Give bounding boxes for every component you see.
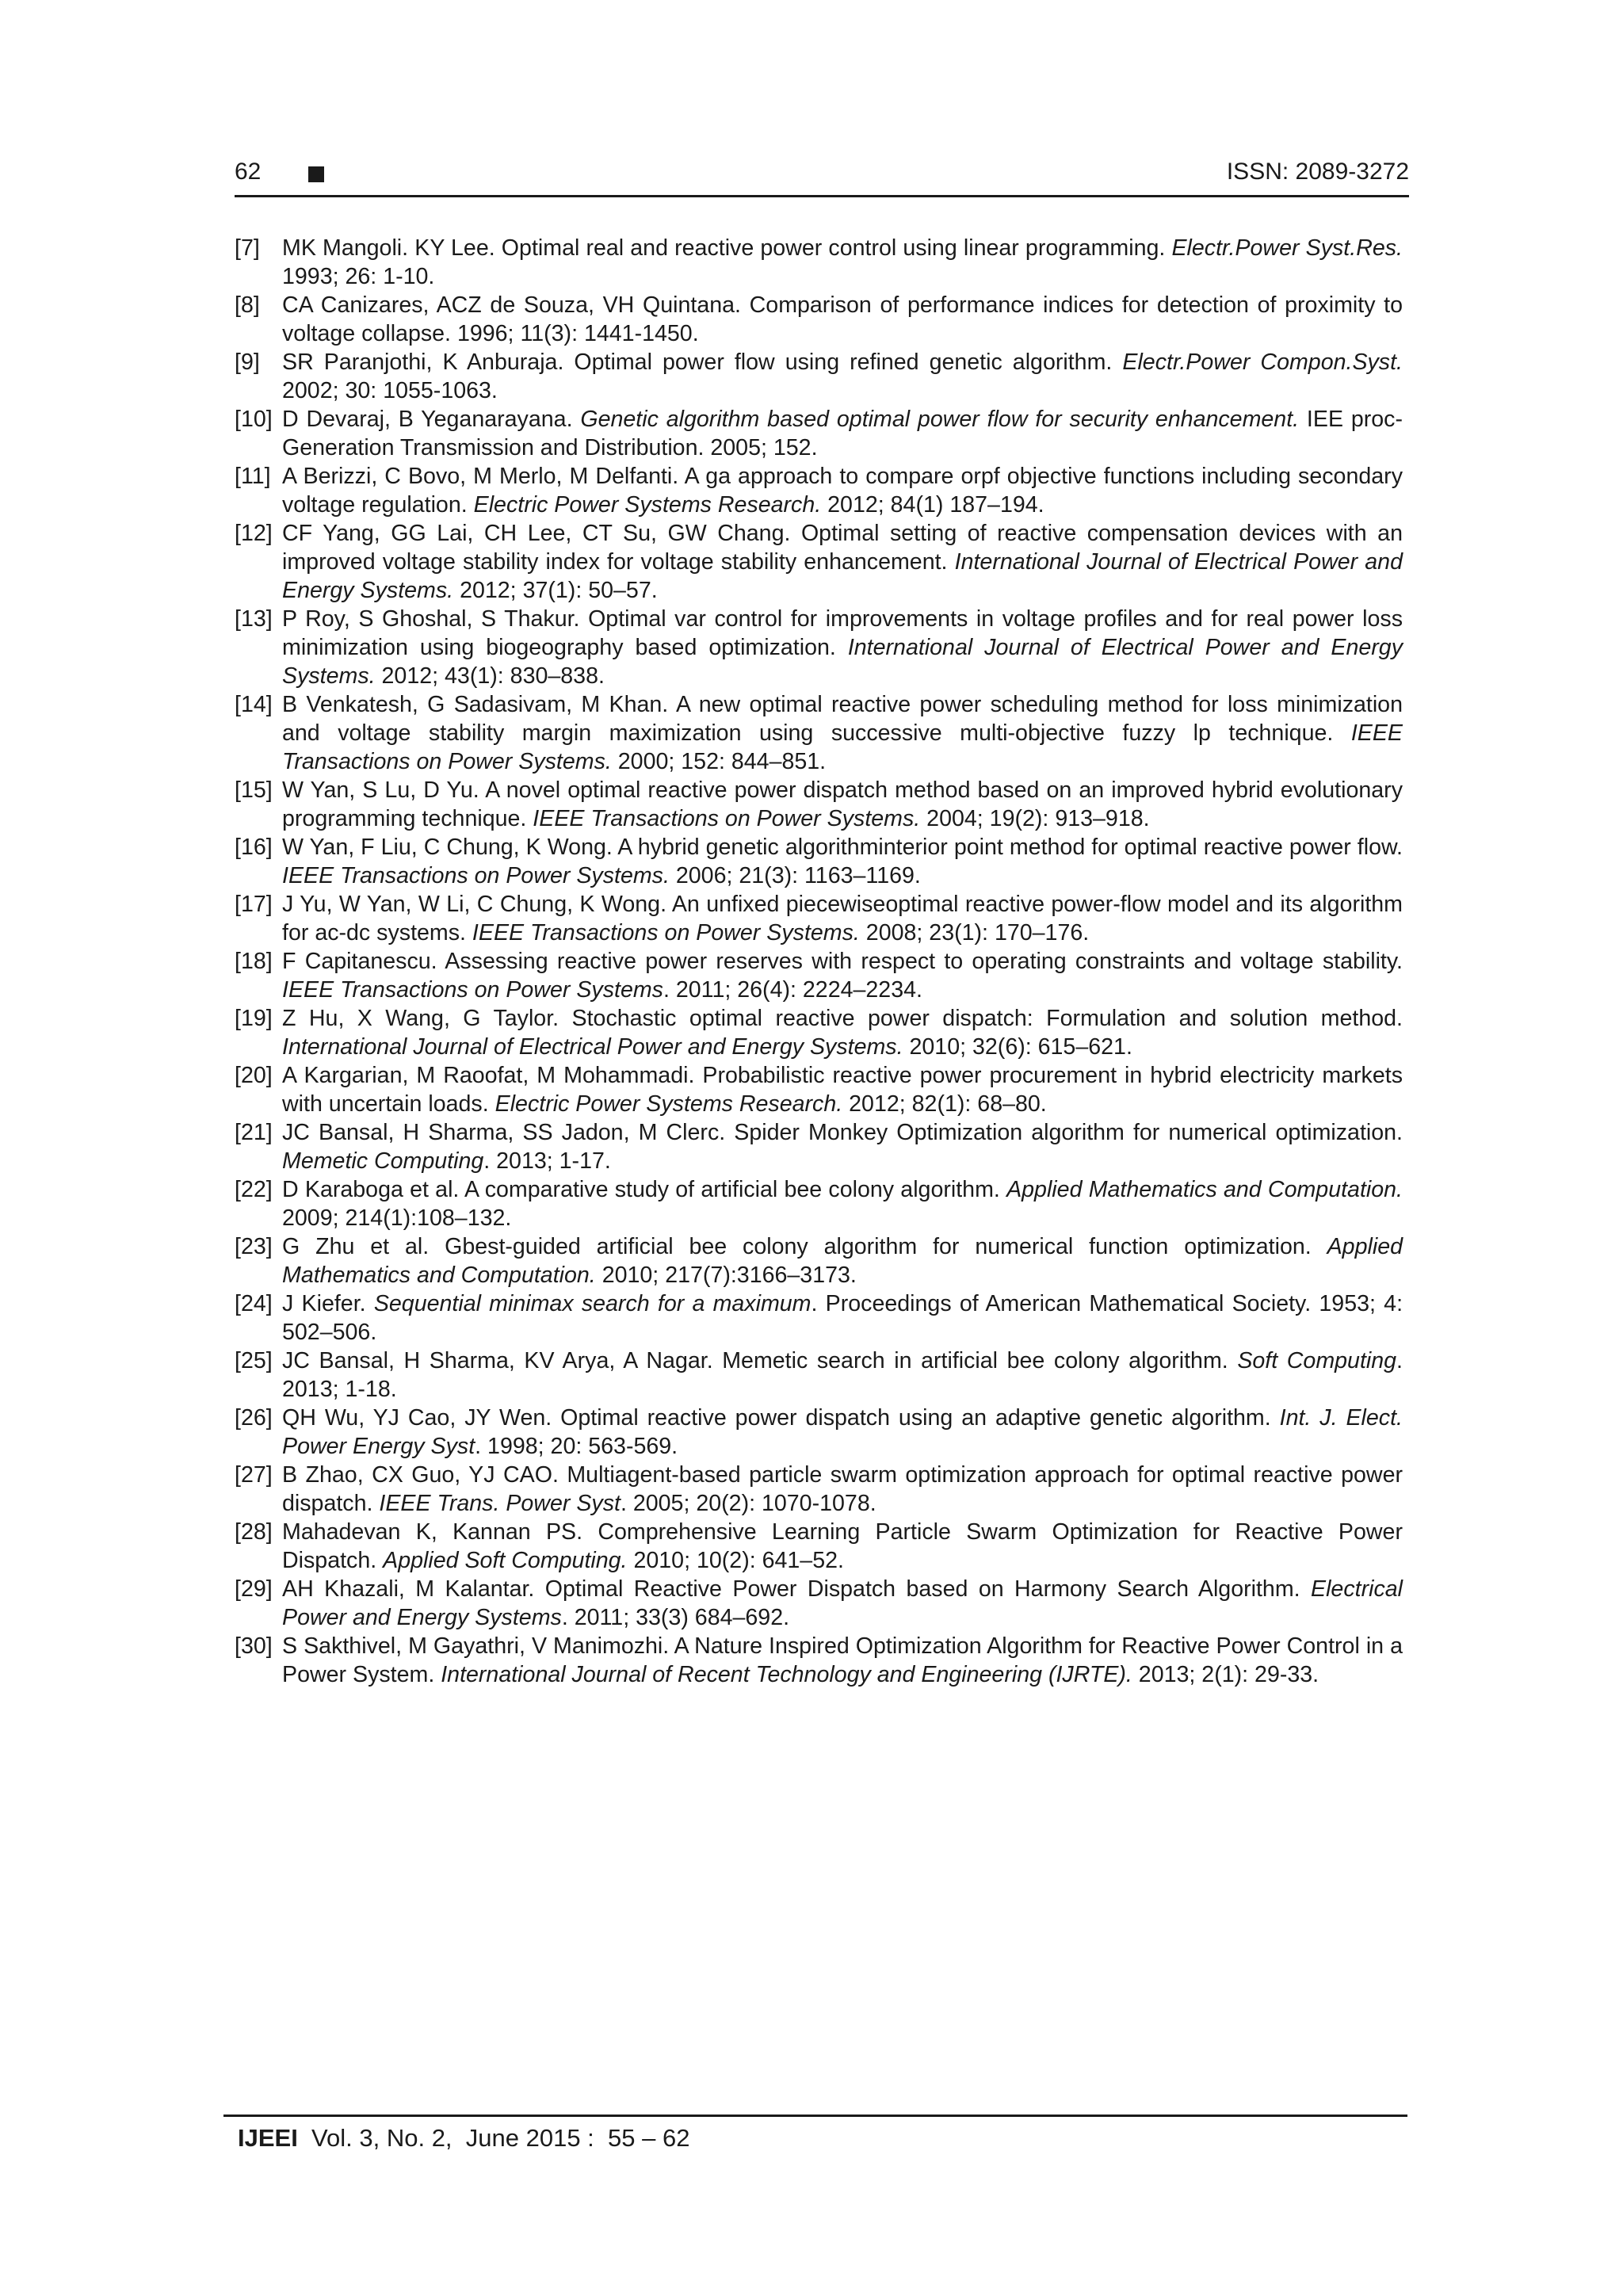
reference-item xyxy=(235,1518,1403,1575)
reference-text xyxy=(282,606,1403,689)
reference-number: [27] xyxy=(235,1462,273,1488)
reference-number: [28] xyxy=(235,1519,273,1545)
reference-text xyxy=(282,949,1403,1003)
reference-segment: CA Canizares, ACZ de Souza, VH Quintana. Comparison of performance indices for detection of proximity to voltage collapse. 1996; 11(3): 1441-1450. xyxy=(282,292,1403,346)
reference-text xyxy=(282,1405,1403,1459)
reference-source-title: IEEE Transactions on Power Systems. xyxy=(533,806,921,831)
reference-segment: J Yu, W Yan, W Li, C Chung, K Wong. An unfixed piecewiseoptimal reactive power-flow model and its algorithm for ac-dc systems. xyxy=(282,892,1403,946)
reference-number: [25] xyxy=(235,1348,273,1373)
reference-number: [7] xyxy=(235,235,260,261)
reference-text xyxy=(282,1063,1403,1117)
reference-item xyxy=(235,405,1403,462)
reference-segment: 2012; 37(1): 50–57. xyxy=(453,578,658,603)
reference-item xyxy=(235,1175,1403,1232)
reference-list xyxy=(235,234,1403,1689)
reference-segment: J Kiefer. xyxy=(282,1291,374,1316)
reference-number: [8] xyxy=(235,292,260,318)
reference-text xyxy=(282,1234,1403,1288)
reference-item xyxy=(235,462,1403,519)
reference-number: [17] xyxy=(235,892,273,917)
reference-item xyxy=(235,833,1403,890)
reference-number: [12] xyxy=(235,521,273,546)
reference-segment: . 2005; 20(2): 1070-1078. xyxy=(620,1491,876,1516)
reference-segment: P Roy, S Ghoshal, S Thakur. Optimal var control for improvements in voltage profiles and for real power loss minimization using biogeography based optimization. xyxy=(282,606,1403,660)
footer-divider xyxy=(223,2115,1407,2117)
reference-source-title: Applied Mathematics and Computation. xyxy=(1006,1177,1403,1202)
reference-segment: . 2011; 26(4): 2224–2234. xyxy=(663,977,922,1003)
reference-number: [14] xyxy=(235,692,273,717)
reference-text xyxy=(282,521,1403,603)
reference-source-title: Electr.Power Syst.Res. xyxy=(1171,235,1403,261)
reference-number: [9] xyxy=(235,350,260,375)
reference-segment: B Zhao, CX Guo, YJ CAO. Multiagent-based particle swarm optimization approach for optimal reactive power dispatch. xyxy=(282,1462,1403,1516)
reference-item xyxy=(235,1347,1403,1404)
page-number: 62 xyxy=(235,159,262,185)
reference-source-title: Soft Computing xyxy=(1237,1348,1397,1373)
reference-item xyxy=(235,947,1403,1004)
reference-source-title: IEEE Transactions on Power Systems. xyxy=(282,720,1403,774)
reference-item xyxy=(235,348,1403,405)
reference-segment: 2010; 10(2): 641–52. xyxy=(627,1548,844,1573)
reference-segment: G Zhu et al. Gbest-guided artificial bee colony algorithm for numerical function optimization. xyxy=(282,1234,1327,1259)
reference-number: [20] xyxy=(235,1063,273,1088)
reference-segment: A Berizzi, C Bovo, M Merlo, M Delfanti. A ga approach to compare orpf objective functions including secondary voltage regulation. xyxy=(282,464,1403,518)
reference-text xyxy=(282,292,1403,346)
reference-item xyxy=(235,1289,1403,1347)
reference-source-title: Genetic algorithm based optimal power flow for security enhancement. xyxy=(580,407,1300,432)
reference-segment: W Yan, S Lu, D Yu. A novel optimal reactive power dispatch method based on an improved hybrid evolutionary programming technique. xyxy=(282,777,1403,831)
reference-number: [26] xyxy=(235,1405,273,1431)
reference-number: [16] xyxy=(235,835,273,860)
reference-source-title: Applied Soft Computing. xyxy=(383,1548,628,1573)
reference-segment: W Yan, F Liu, C Chung, K Wong. A hybrid genetic algorithminterior point method for optimal reactive power flow. xyxy=(282,835,1403,860)
reference-number: [15] xyxy=(235,777,273,803)
reference-item xyxy=(235,890,1403,947)
reference-segment: IEE proc-Generation Transmission and Distribution. 2005; 152. xyxy=(282,407,1403,460)
reference-number: [30] xyxy=(235,1633,273,1659)
reference-number: [19] xyxy=(235,1006,273,1031)
reference-segment: 2012; 82(1): 68–80. xyxy=(842,1091,1047,1117)
reference-segment: MK Mangoli. KY Lee. Optimal real and reactive power control using linear programming. xyxy=(282,235,1172,261)
reference-text xyxy=(282,1291,1403,1345)
reference-segment: . 1998; 20: 563-569. xyxy=(475,1434,678,1459)
reference-text xyxy=(282,777,1403,831)
reference-segment: CF Yang, GG Lai, CH Lee, CT Su, GW Chang. Optimal setting of reactive compensation devices with an improved voltage stability index for voltage stability enhancement. xyxy=(282,521,1403,575)
reference-number: [13] xyxy=(235,606,273,632)
reference-text xyxy=(282,692,1403,774)
reference-text xyxy=(282,464,1403,518)
reference-segment: 2009; 214(1):108–132. xyxy=(282,1205,512,1231)
reference-text xyxy=(282,1120,1403,1174)
reference-source-title: Electric Power Systems Research. xyxy=(473,492,822,518)
reference-item xyxy=(235,234,1403,291)
reference-segment: 2013; 2(1): 29-33. xyxy=(1132,1662,1319,1687)
reference-segment: Mahadevan K, Kannan PS. Comprehensive Learning Particle Swarm Optimization for Reactive Power Dispatch. xyxy=(282,1519,1403,1573)
reference-item xyxy=(235,1575,1403,1632)
reference-segment: . Proceedings of American Mathematical Society. 1953; 4: 502–506. xyxy=(282,1291,1403,1345)
reference-item xyxy=(235,1004,1403,1061)
reference-item xyxy=(235,1632,1403,1689)
reference-text xyxy=(282,892,1403,946)
reference-text xyxy=(282,407,1403,460)
reference-source-title: Int. J. Elect. Power Energy Syst xyxy=(282,1405,1403,1459)
reference-text xyxy=(282,350,1403,403)
reference-source-title: Electric Power Systems Research. xyxy=(495,1091,843,1117)
reference-item xyxy=(235,690,1403,776)
reference-item xyxy=(235,291,1403,348)
reference-segment: JC Bansal, H Sharma, SS Jadon, M Clerc. Spider Monkey Optimization algorithm for numerical optimization. xyxy=(282,1120,1403,1145)
reference-segment: D Karaboga et al. A comparative study of artificial bee colony algorithm. xyxy=(282,1177,1007,1202)
reference-item xyxy=(235,776,1403,833)
reference-segment: 2012; 43(1): 830–838. xyxy=(375,663,605,689)
reference-source-title: Sequential minimax search for a maximum xyxy=(373,1291,812,1316)
reference-text xyxy=(282,1006,1403,1060)
reference-source-title: International Journal of Recent Technology and Engineering (IJRTE). xyxy=(441,1662,1132,1687)
reference-source-title: Applied Mathematics and Computation. xyxy=(282,1234,1403,1288)
reference-number: [24] xyxy=(235,1291,273,1316)
reference-number: [10] xyxy=(235,407,273,432)
reference-source-title: International Journal of Electrical Power and Energy Systems. xyxy=(282,1034,903,1060)
reference-text xyxy=(282,1633,1403,1687)
issue-citation: Vol. 3, No. 2, June 2015 : 55 – 62 xyxy=(297,2124,690,2152)
reference-segment: 2012; 84(1) 187–194. xyxy=(821,492,1044,518)
reference-item xyxy=(235,1404,1403,1461)
reference-text xyxy=(282,1177,1403,1231)
reference-source-title: International Journal of Electrical Power and Energy Systems. xyxy=(282,635,1403,689)
reference-source-title: IEEE Transactions on Power Systems. xyxy=(282,863,670,888)
reference-text xyxy=(282,235,1403,289)
reference-text xyxy=(282,1576,1403,1630)
reference-segment: B Venkatesh, G Sadasivam, M Khan. A new optimal reactive power scheduling method for loss minimization and voltage stability margin maximization using successive multi-objective fuzzy lp technique. xyxy=(282,692,1403,746)
reference-number: [21] xyxy=(235,1120,273,1145)
reference-source-title: IEEE Transactions on Power Systems xyxy=(282,977,663,1003)
reference-item xyxy=(235,605,1403,690)
reference-number: [23] xyxy=(235,1234,273,1259)
reference-source-title: IEEE Trans. Power Syst xyxy=(379,1491,621,1516)
issn-label: ISSN: 2089-3272 xyxy=(1226,159,1409,185)
reference-source-title: Electrical Power and Energy Systems xyxy=(282,1576,1403,1630)
reference-segment: 2006; 21(3): 1163–1169. xyxy=(669,863,921,888)
reference-text xyxy=(282,1462,1403,1516)
page-footer xyxy=(238,2124,689,2153)
reference-segment: 2002; 30: 1055-1063. xyxy=(282,378,498,403)
reference-segment: . 2013; 1-18. xyxy=(282,1348,1403,1402)
reference-text xyxy=(282,835,1403,888)
reference-source-title: Electr.Power Compon.Syst. xyxy=(1122,350,1403,375)
reference-segment: D Devaraj, B Yeganarayana. xyxy=(282,407,581,432)
reference-text xyxy=(282,1348,1403,1402)
reference-number: [11] xyxy=(235,464,271,489)
reference-item xyxy=(235,1118,1403,1175)
reference-segment: A Kargarian, M Raoofat, M Mohammadi. Probabilistic reactive power procurement in hybrid electricity markets with uncertain loads. xyxy=(282,1063,1403,1117)
reference-segment: Z Hu, X Wang, G Taylor. Stochastic optimal reactive power dispatch: Formulation and solution method. xyxy=(282,1006,1403,1031)
square-bullet-icon xyxy=(308,166,324,182)
reference-segment: . 2011; 33(3) 684–692. xyxy=(561,1605,790,1630)
journal-abbreviation: IJEEI xyxy=(238,2124,298,2152)
reference-segment: QH Wu, YJ Cao, JY Wen. Optimal reactive power dispatch using an adaptive genetic algorithm. xyxy=(282,1405,1280,1431)
reference-segment: 1993; 26: 1-10. xyxy=(282,264,435,289)
reference-item xyxy=(235,1232,1403,1289)
reference-segment: 2000; 152: 844–851. xyxy=(611,749,827,774)
reference-source-title: Memetic Computing xyxy=(282,1148,484,1174)
reference-segment: . 2013; 1-17. xyxy=(483,1148,611,1174)
reference-number: [18] xyxy=(235,949,273,974)
reference-text xyxy=(282,1519,1403,1573)
reference-item xyxy=(235,1061,1403,1118)
reference-segment: 2008; 23(1): 170–176. xyxy=(859,920,1090,946)
reference-segment: 2004; 19(2): 913–918. xyxy=(920,806,1150,831)
reference-source-title: International Journal of Electrical Power and Energy Systems. xyxy=(282,549,1403,603)
reference-source-title: IEEE Transactions on Power Systems. xyxy=(472,920,860,946)
reference-segment: S Sakthivel, M Gayathri, V Manimozhi. A Nature Inspired Optimization Algorithm for Reactive Power Control in a Power System. xyxy=(282,1633,1403,1687)
reference-number: [29] xyxy=(235,1576,273,1602)
reference-segment: AH Khazali, M Kalantar. Optimal Reactive Power Dispatch based on Harmony Search Algorithm. xyxy=(282,1576,1311,1602)
reference-segment: SR Paranjothi, K Anburaja. Optimal power flow using refined genetic algorithm. xyxy=(282,350,1123,375)
reference-item xyxy=(235,1461,1403,1518)
reference-segment: 2010; 217(7):3166–3173. xyxy=(595,1263,857,1288)
reference-item xyxy=(235,519,1403,605)
reference-segment: JC Bansal, H Sharma, KV Arya, A Nagar. Memetic search in artificial bee colony algorithm. xyxy=(282,1348,1238,1373)
reference-segment: 2010; 32(6): 615–621. xyxy=(903,1034,1132,1060)
reference-segment: F Capitanescu. Assessing reactive power reserves with respect to operating constraints and voltage stability. xyxy=(282,949,1403,974)
header-divider xyxy=(235,195,1409,197)
page-header xyxy=(235,155,1409,195)
reference-number: [22] xyxy=(235,1177,273,1202)
